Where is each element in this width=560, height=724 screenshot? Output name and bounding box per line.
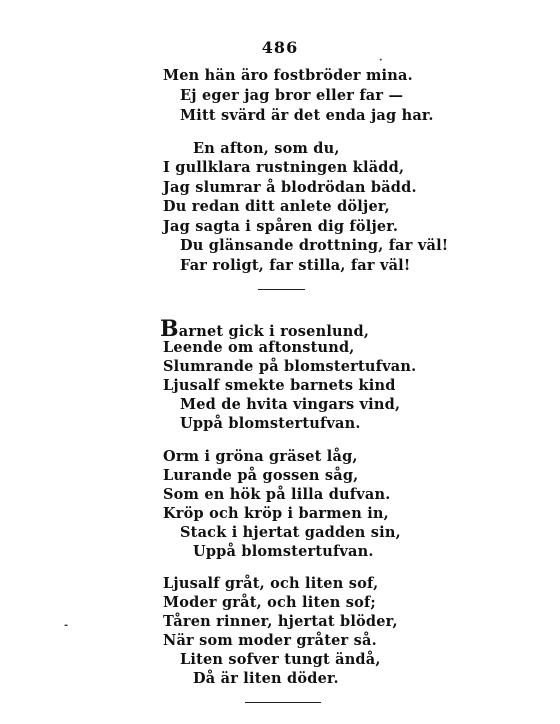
poem1-line: Du redan ditt anlete döljer, [163, 198, 390, 215]
poem1-line: Du glänsande drottning, far väl! [180, 237, 449, 254]
poem1-line: Jag slumrar å blodrödan bädd. [163, 179, 417, 196]
poem1-line: En afton, som du, [193, 140, 340, 157]
section-divider [258, 289, 305, 290]
poem2-line: Uppå blomstertufvan. [193, 543, 374, 560]
poem2-first-line-text: arnet gick i rosenlund, [178, 323, 370, 340]
poem2-line: Liten sofver tungt ändå, [180, 651, 381, 668]
ink-speck: · [379, 55, 383, 66]
ink-speck: - [64, 620, 69, 631]
poem2-line: Ljusalf smekte barnets kind [163, 377, 396, 394]
poem1-line: Mitt svärd är det enda jag har. [180, 107, 434, 124]
poem2-line: Slumrande på blomstertufvan. [163, 358, 417, 375]
page-number: 486 [261, 38, 299, 57]
poem2-line: Med de hvita vingars vind, [180, 396, 401, 413]
poem2-line: Stack i hjertat gadden sin, [180, 524, 401, 541]
poem2-line: Leende om aftonstund, [163, 339, 355, 356]
poem2-first-line [160, 316, 370, 342]
poem1-line: Ej eger jag bror eller far — [180, 87, 404, 104]
poem2-line: Orm i gröna gräset låg, [163, 448, 358, 465]
poem1-line: Men hän äro fostbröder mina. [163, 67, 413, 84]
poem1-line: I gullklara rustningen klädd, [163, 159, 405, 176]
poem2-line: Moder gråt, och liten sof; [163, 594, 376, 611]
poem2-line: Kröp och kröp i barmen in, [163, 505, 389, 522]
poem2-line: Uppå blomstertufvan. [180, 415, 361, 432]
drop-cap: B [160, 316, 179, 342]
poem2-line: Ljusalf gråt, och liten sof, [163, 575, 379, 592]
poem1-line: Far roligt, far stilla, far väl! [180, 257, 411, 274]
poem1-line: Jag sagta i spåren dig följer. [163, 218, 399, 235]
poem2-line: När som moder gråter så. [163, 632, 377, 649]
poem2-line: Tåren rinner, hjertat blöder, [163, 613, 398, 630]
poem2-line: Lurande på gossen såg, [163, 467, 359, 484]
poem2-line: Då är liten döder. [193, 670, 339, 687]
poem2-line: Som en hök på lilla dufvan. [163, 486, 391, 503]
section-divider [245, 702, 321, 703]
